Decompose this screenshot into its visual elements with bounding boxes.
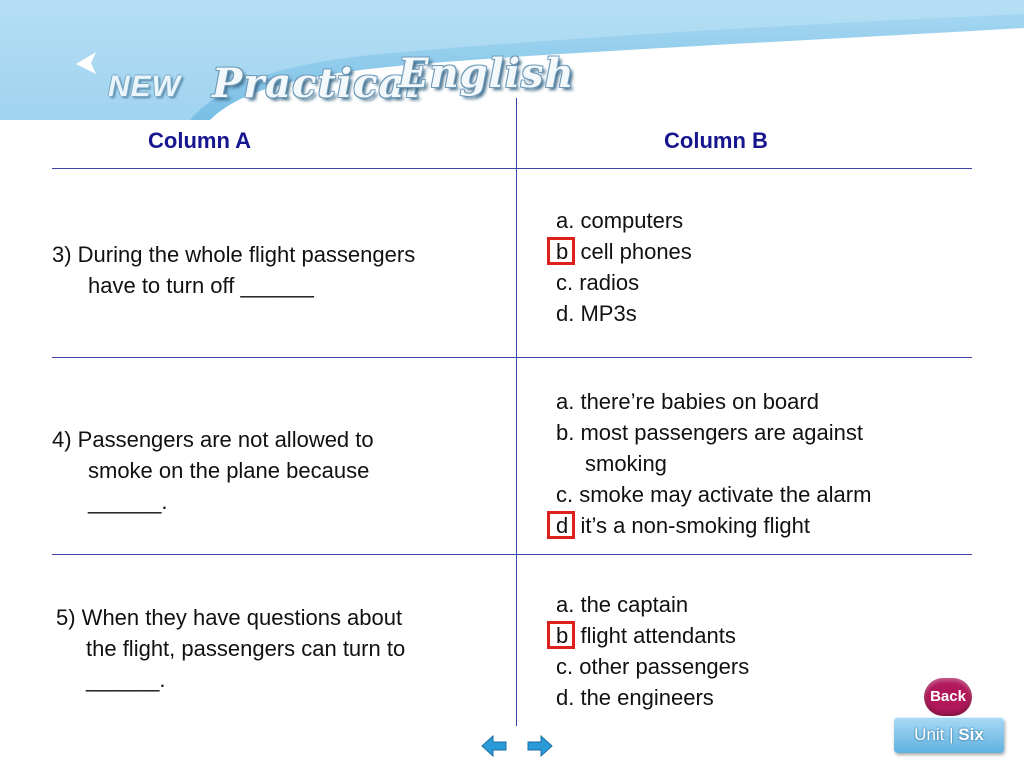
question-text: have to turn off ______: [88, 273, 314, 298]
answer-box: [547, 237, 575, 265]
logo-practical-text: Practical: [212, 60, 422, 107]
triangle-left-icon[interactable]: [74, 50, 100, 76]
option-b[interactable]: [556, 620, 749, 651]
arrow-right-icon[interactable]: [526, 734, 554, 758]
option-a[interactable]: a. there’re babies on board: [556, 389, 819, 414]
answer-mark: [556, 620, 568, 651]
options-5: [556, 589, 749, 713]
row-divider: [52, 554, 972, 555]
row-divider: [52, 168, 972, 169]
option-a[interactable]: a. the captain: [556, 592, 689, 617]
unit-value: Six: [958, 725, 984, 744]
option-text: it’s a non-smoking flight: [580, 513, 810, 538]
column-divider: [516, 98, 517, 726]
question-text: 5) When they have questions about: [56, 605, 403, 630]
answer-box: [547, 511, 575, 539]
question-3: [52, 239, 415, 301]
question-text: 3) During the whole flight passengers: [52, 242, 416, 267]
option-d[interactable]: d. MP3s: [556, 301, 637, 326]
options-3: [556, 205, 692, 329]
option-letter: b: [556, 623, 569, 648]
question-text: the flight, passengers can turn to: [86, 636, 406, 661]
option-c[interactable]: c. smoke may activate the alarm: [556, 482, 872, 507]
option-letter: d: [556, 513, 569, 538]
option-text: cell phones: [580, 239, 692, 264]
question-5: [56, 602, 405, 695]
option-c[interactable]: c. radios: [556, 270, 640, 295]
question-text: ______.: [88, 489, 168, 514]
option-b[interactable]: [556, 417, 871, 479]
back-button[interactable]: Back: [924, 678, 972, 716]
logo-new-text: NEW: [108, 70, 181, 103]
option-c[interactable]: c. other passengers: [556, 654, 750, 679]
unit-badge[interactable]: [894, 717, 1004, 753]
question-text: 4) Passengers are not allowed to: [52, 427, 374, 452]
answer-box: [547, 621, 575, 649]
unit-label: Unit: [914, 725, 945, 744]
question-text: ______.: [86, 667, 166, 692]
answer-mark: [556, 236, 568, 267]
question-4: [52, 424, 374, 517]
option-d[interactable]: d. the engineers: [556, 685, 714, 710]
unit-separator: |: [949, 725, 954, 744]
option-d[interactable]: [556, 510, 871, 541]
option-text-continued: smoking: [585, 451, 667, 476]
arrow-left-icon[interactable]: [480, 734, 508, 758]
column-b-heading: Column B: [664, 128, 768, 153]
option-b[interactable]: [556, 236, 692, 267]
row-divider: [52, 357, 972, 358]
logo-english-text: English: [398, 50, 575, 97]
options-4: [556, 386, 871, 541]
option-letter: b: [556, 239, 569, 264]
option-a[interactable]: a. computers: [556, 208, 684, 233]
question-text: smoke on the plane because: [88, 458, 370, 483]
option-text: flight attendants: [580, 623, 736, 648]
column-a-heading: Column A: [148, 128, 252, 153]
option-text: b. most passengers are against: [556, 420, 863, 445]
answer-mark: [556, 510, 568, 541]
